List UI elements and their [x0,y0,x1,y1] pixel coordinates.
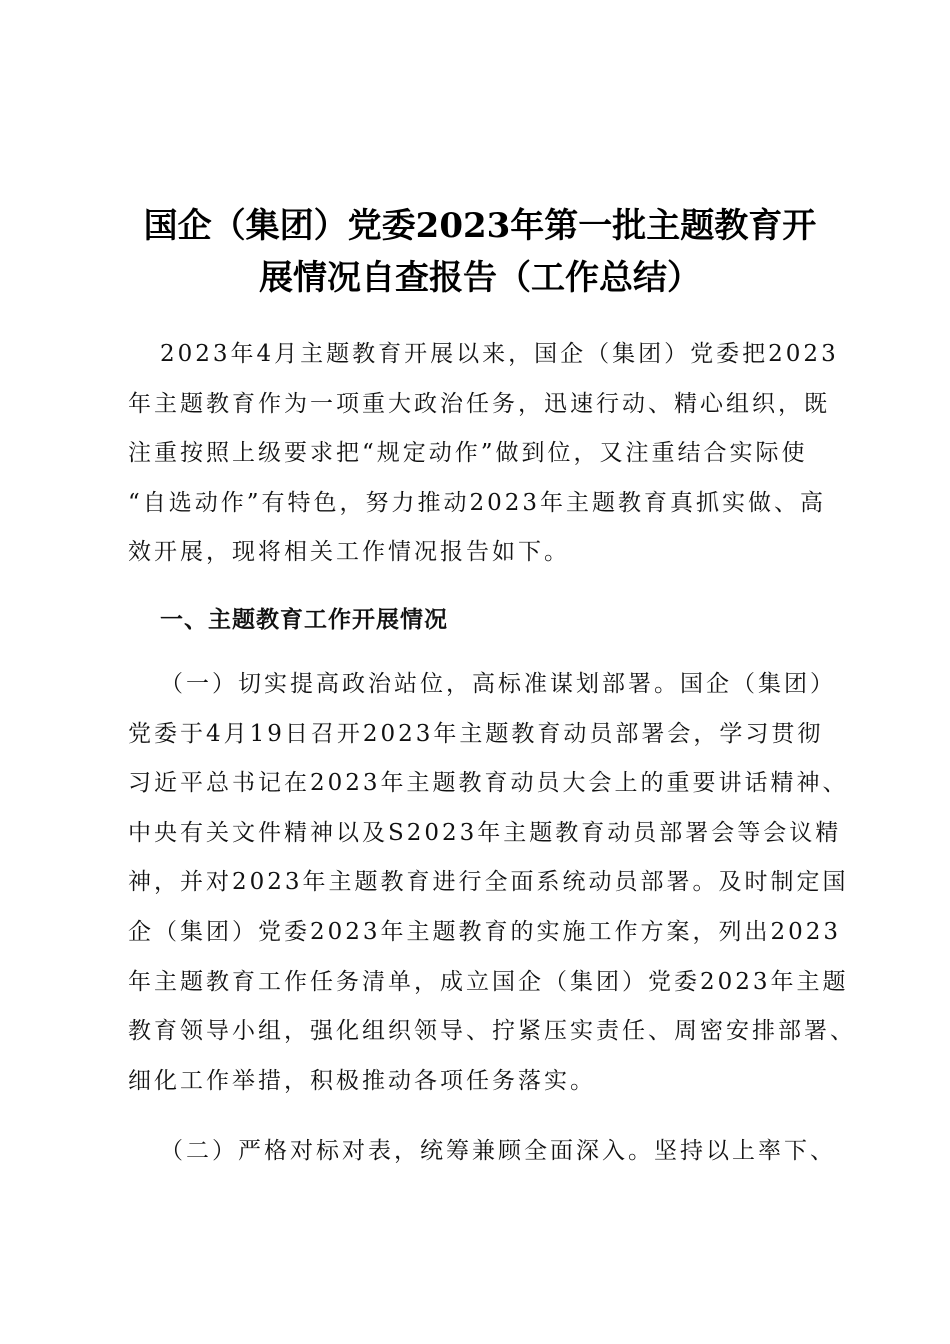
paragraph-1 [128,660,856,1106]
para1-line-4: 中央有关文件精神以及S2023年主题教育动员部署会等会议精 [128,819,842,846]
para1-line-5: 神，并对2023年主题教育进行全面系统动员部署。及时制定国 [128,869,849,896]
document-title [100,200,860,304]
paragraph-2 [128,1127,838,1177]
section-heading-1: 一、主题教育工作开展情况 [160,607,448,633]
intro-line-5: 效开展，现将相关工作情况报告如下。 [128,539,570,566]
intro-line-3: 注重按照上级要求把“规定动作”做到位，又注重结合实际使 [128,440,808,467]
para2-line-1: （二）严格对标对表，统筹兼顾全面深入。坚持以上率下、 [160,1138,836,1164]
para1-line-6: 企（集团）党委2023年主题教育的实施工作方案，列出2023 [128,918,842,945]
para1-line-2: 党委于4月19日召开2023年主题教育动员部署会，学习贯彻 [128,720,824,747]
intro-line-2: 年主题教育作为一项重大政治任务，迅速行动、精心组织，既 [128,390,830,417]
intro-line-4: “自选动作”有特色，努力推动2023年主题教育真抓实做、高 [128,489,827,516]
para1-line-9: 细化工作举措，积极推动各项任务落实。 [128,1067,596,1094]
title-line-2: 展情况自查报告（工作总结） [259,258,701,298]
para1-line-8: 教育领导小组，强化组织领导、拧紧压实责任、周密安排部署、 [128,1018,856,1045]
intro-line-1: 2023年4月主题教育开展以来，国企（集团）党委把2023 [160,341,839,367]
title-line-1: 国企（集团）党委2023年第一批主题教育开 [143,206,817,246]
para1-line-1: （一）切实提高政治站位，高标准谋划部署。国企（集团） [160,671,836,697]
intro-paragraph [128,330,838,578]
para1-line-7: 年主题教育工作任务清单，成立国企（集团）党委2023年主题 [128,968,849,995]
para1-line-3: 习近平总书记在2023年主题教育动员大会上的重要讲话精神、 [128,770,849,797]
